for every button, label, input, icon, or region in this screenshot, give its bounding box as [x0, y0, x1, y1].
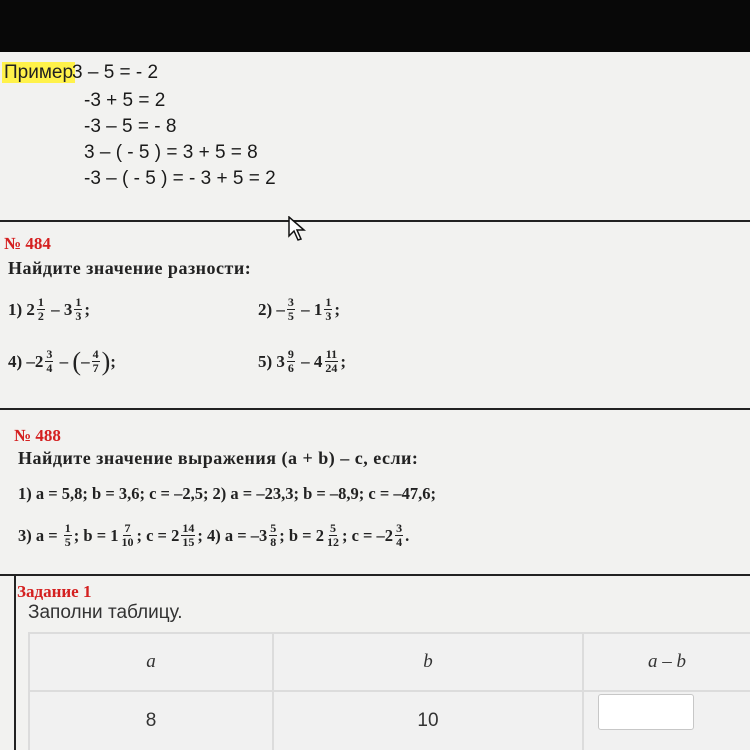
worksheet-page: [0, 52, 750, 750]
answer-input[interactable]: [598, 694, 694, 730]
task-484-1: 1) 2 $\frac{1}{2}$ – 3 $\frac{1}{3}$ ;: [8, 295, 91, 323]
exercise-number-488: № 488: [14, 426, 61, 445]
task-488-line-2: 3) a = $\frac{1}{5}$ ; b = 1 $\frac{7}{10}$ ; c = 2 $\frac{14}{15}$ ; 4) a = –3 $\frac{5}{8}$ ; b = 2 $\frac{5}{12}$ ; c = –2 $\frac{3}{4}$ .: [18, 521, 410, 549]
exercise-number-484: № 484: [4, 234, 51, 253]
task-484-5: 5) 3 $\frac{9}{6}$ – 4 $\frac{11}{24}$ ;: [258, 347, 347, 375]
example-line-2: -3 + 5 = 2: [84, 90, 166, 111]
task-488-line-1: 1) a = 5,8; b = 3,6; c = –2,5; 2) a = –23,3; b = –8,9; c = –47,6;: [18, 484, 436, 503]
example-label: Пример: [4, 62, 74, 83]
section-divider: [0, 408, 750, 410]
example-line-1: 3 – 5 = - 2: [72, 62, 159, 83]
mouse-pointer-icon: [288, 216, 308, 242]
table-header-a: a: [30, 634, 272, 690]
top-dark-band: [0, 0, 750, 52]
table-header-a-minus-b: a – b: [584, 634, 750, 690]
section-divider: [0, 574, 750, 576]
fill-table: [28, 632, 750, 750]
task-484-2: 2) – $\frac{3}{5}$ – 1 $\frac{1}{3}$ ;: [258, 295, 341, 323]
task1-subtitle: Заполни таблицу.: [28, 602, 183, 623]
table-cell-b: 10: [274, 692, 582, 750]
example-line-5: -3 – ( - 5 ) = - 3 + 5 = 2: [84, 168, 276, 189]
example-line-3: -3 – 5 = - 8: [84, 116, 177, 137]
task-484-4: 4) –2 $\frac{3}{4}$ – ( – $\frac{4}{7}$ ) ;: [8, 346, 116, 376]
exercise-488-heading: Найдите значение выражения (a + b) – c, если:: [18, 448, 419, 468]
task1-title: Задание 1: [17, 582, 92, 601]
example-line-4: 3 – ( - 5 ) = 3 + 5 = 8: [84, 142, 258, 163]
table-cell-a: 8: [30, 692, 272, 750]
table-header-b: b: [274, 634, 582, 690]
task1-left-border: [14, 574, 16, 750]
section-divider: [0, 220, 750, 222]
exercise-484-heading: Найдите значение разности:: [8, 258, 252, 278]
